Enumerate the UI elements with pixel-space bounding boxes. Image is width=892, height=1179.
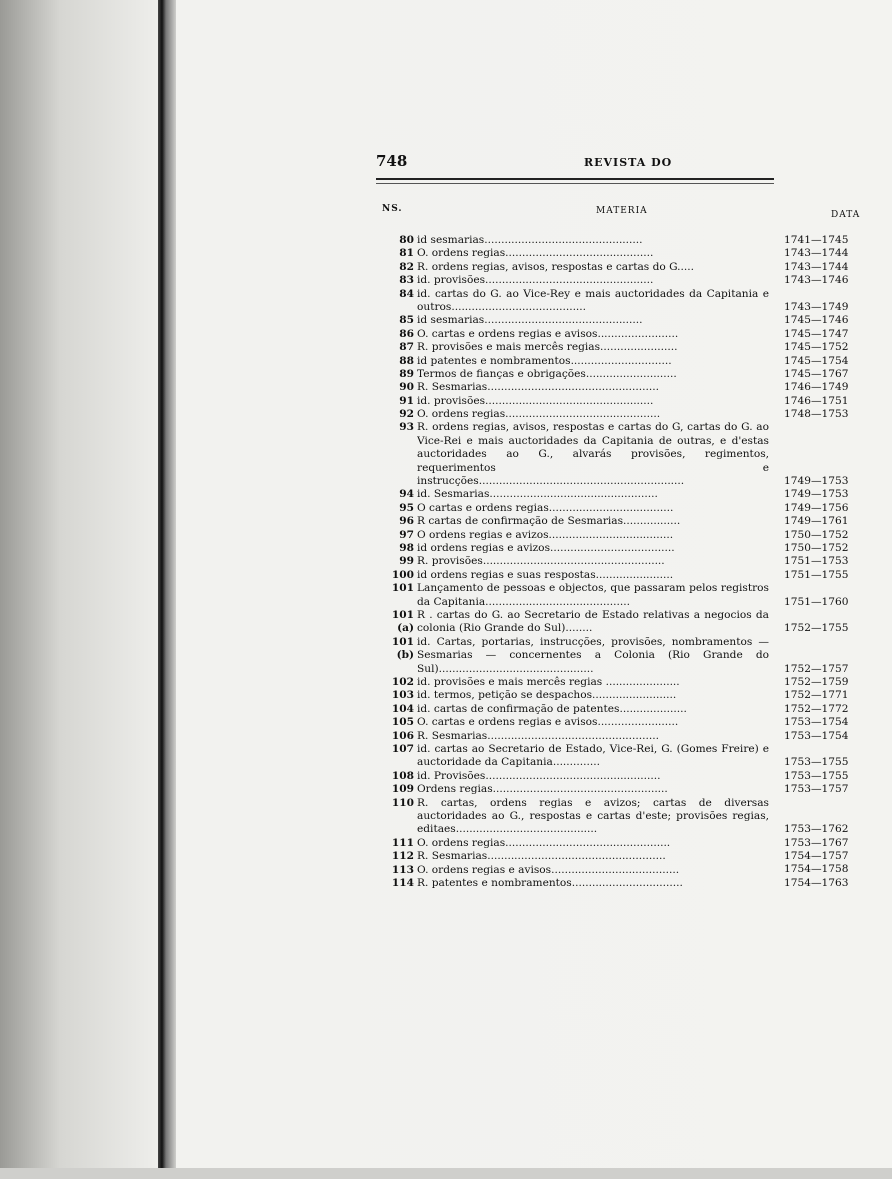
entry-subject: O. ordens regias.............................................. [417,408,661,421]
table-row [376,421,856,488]
entry-subject: id. Cartas, portarias, instrucções, provisões, nombramentos — Sesmarias — concernentes a Colonia (Rio Grande do Sul).............................................. [417,635,769,675]
table-row [376,529,856,542]
entry-number: 96 [399,515,414,528]
entry-number: 103 [391,689,414,702]
entry-date: 1754—1757 [784,850,849,863]
entry-date: 1753—1767 [784,836,849,849]
entry-number: 93 [399,421,414,434]
table-row [376,288,856,315]
table-row [376,408,856,421]
table-row [376,676,856,689]
entry-date: 1741—1745 [784,233,849,246]
entry-number: 109 [391,783,414,796]
entry-number: 105 [391,716,414,729]
entry-date: 1754—1758 [784,863,849,876]
table-row [376,716,856,729]
entry-date: 1751—1753 [784,555,849,568]
entry-subject: O. cartas e ordens regias e avisos........................ [417,327,679,340]
entry-number: 112 [391,850,414,863]
entry-number: 91 [399,394,414,407]
table-row [376,636,856,676]
table-row [376,609,856,636]
table-row [376,783,856,796]
entry-date: 1748—1753 [784,408,849,421]
entry-number: 110 [391,796,414,809]
entry-date: 1743—1749 [784,300,849,313]
table-row [376,515,856,528]
entry-subject: R. provisões...................................................... [417,555,665,568]
entry-number: 92 [399,408,414,421]
entry-date: 1754—1763 [784,876,849,889]
entry-number: 84 [399,287,414,300]
column-header-date: DATA [831,210,861,220]
entry-date: 1753—1754 [784,729,849,742]
entry-subject: R. patentes e nombramentos................................. [417,876,683,889]
entry-date: 1745—1747 [784,327,849,340]
entry-subject: R cartas de confirmação de Sesmarias................. [417,515,681,528]
table-row [376,381,856,394]
entry-number: 100 [391,568,414,581]
entry-subject: R. Sesmarias..................................................... [417,850,666,863]
entry-date: 1749—1753 [784,488,849,501]
entry-date: 1743—1744 [784,260,849,273]
column-header-subject: MATERIA [596,206,648,216]
entry-subject: id ordens regias e suas respostas....................... [417,568,674,581]
table-row [376,261,856,274]
column-header-number: NS. [382,204,403,214]
entry-subject: id. provisões.................................................. [417,274,654,287]
index-table [376,234,856,890]
entry-date: 1751—1760 [784,595,849,608]
table-row [376,569,856,582]
running-title: REVISTA DO [584,156,673,169]
entry-subject: id. provisões.................................................. [417,394,654,407]
entry-date: 1749—1753 [784,475,849,488]
entry-number: 99 [399,555,414,568]
entry-date: 1746—1751 [784,394,849,407]
entry-date: 1752—1771 [784,689,849,702]
entry-number: 106 [391,729,414,742]
entry-number: 80 [399,234,414,246]
table-row [376,395,856,408]
entry-subject: id. cartas de confirmação de patentes.................... [417,702,687,715]
entry-subject: id patentes e nombramentos.............................. [417,354,672,367]
entry-number: 101 [391,582,414,595]
entry-date: 1753—1762 [784,823,849,836]
entry-number: 107 [391,742,414,755]
entry-number: 98 [399,542,414,555]
entry-subject: O ordens regias e avizos..................................... [417,528,674,541]
entry-date: 1749—1756 [784,501,849,514]
entry-number: 81 [399,247,414,260]
table-row [376,770,856,783]
entry-number: 101 (b) [391,635,414,662]
entry-number: 104 [391,702,414,715]
entry-subject: id. cartas ao Secretario de Estado, Vice-Rei, G. (Gomes Freire) e auctoridade da Capitania.............. [417,742,769,769]
entry-number: 83 [399,274,414,287]
entry-date: 1750—1752 [784,542,849,555]
entry-number: 85 [399,314,414,327]
entry-subject: O cartas e ordens regias..................................... [417,501,674,514]
entry-date: 1752—1757 [784,662,849,675]
entry-subject: Lançamento de pessoas e objectos, que passaram pelos registros da Capitania........................................... [417,582,769,608]
entry-date: 1753—1754 [784,716,849,729]
entry-subject: R. cartas, ordens regias e avizos; cartas de diversas auctoridades ao G., respostas e cartas d'este; provisões regias, editaes.......................................... [417,796,769,836]
table-row [376,797,856,837]
table-row [376,730,856,743]
page-bottom-edge [0,1168,892,1179]
entry-subject: Termos de fianças e obrigações........................... [417,367,677,380]
table-row [376,355,856,368]
entry-subject: R. Sesmarias................................................... [417,729,659,742]
entry-date: 1745—1752 [784,341,849,354]
entry-number: 101 (a) [391,609,414,635]
header-rule [376,178,774,184]
entry-subject: id sesmarias............................................... [417,234,643,246]
entry-number: 94 [399,488,414,501]
entry-date: 1752—1759 [784,675,849,688]
entry-number: 95 [399,501,414,514]
table-row [376,877,856,890]
entry-date: 1745—1767 [784,367,849,380]
entry-date: 1752—1772 [784,702,849,715]
table-row [376,341,856,354]
table-row [376,703,856,716]
table-row [376,488,856,501]
entry-subject: id. Provisões.................................................... [417,769,661,782]
entry-subject: R . cartas do G. ao Secretario de Estado relativas a negocios da colonia (Rio Grande do Sul)........ [417,609,769,635]
table-row [376,274,856,287]
entry-subject: id. Sesmarias.................................................. [417,488,658,501]
entry-subject: O. ordens regias................................................. [417,836,671,849]
entry-date: 1745—1746 [784,314,849,327]
entry-subject: R. ordens regias, avisos, respostas e cartas do G, cartas do G. ao Vice-Rei e mais auctoridades da Capitania de outras, e d'estas auctoridades ao G., alvarás provisões, regimentos, requerimentos e instrucções............................................................. [417,421,769,488]
table-row [376,555,856,568]
entry-date: 1752—1755 [784,622,849,635]
entry-date: 1750—1752 [784,528,849,541]
entry-subject: id ordens regias e avizos..................................... [417,542,675,555]
entry-subject: R. provisões e mais mercês regias....................... [417,341,678,354]
entry-date: 1745—1754 [784,354,849,367]
entry-number: 113 [391,863,414,876]
table-row [376,234,856,247]
table-row [376,864,856,877]
entry-subject: R. ordens regias, avisos, respostas e cartas do G..... [417,260,695,273]
entry-date: 1746—1749 [784,381,849,394]
entry-date: 1743—1744 [784,247,849,260]
entry-number: 89 [399,367,414,380]
entry-number: 87 [399,341,414,354]
page-header [376,152,774,176]
table-row [376,542,856,555]
entry-subject: O. ordens regias e avisos...................................... [417,863,680,876]
table-row [376,502,856,515]
entry-date: 1753—1755 [784,756,849,769]
table-row [376,328,856,341]
entry-number: 90 [399,381,414,394]
entry-date: 1753—1757 [784,783,849,796]
entry-date: 1749—1761 [784,515,849,528]
entry-number: 108 [391,769,414,782]
table-row [376,743,856,770]
table-row [376,582,856,609]
entry-number: 97 [399,528,414,541]
column-headers [376,204,861,220]
entry-number: 102 [391,676,414,688]
table-row [376,368,856,381]
entry-subject: O. cartas e ordens regias e avisos........................ [417,716,679,729]
entry-number: 111 [391,836,414,849]
entry-subject: O. ordens regias............................................ [417,247,654,260]
entry-subject: id. provisões e mais mercês regias ...................... [417,676,680,688]
entry-subject: id sesmarias............................................... [417,314,643,327]
table-row [376,837,856,850]
entry-number: 88 [399,354,414,367]
table-row [376,850,856,863]
entry-number: 86 [399,327,414,340]
entry-date: 1751—1755 [784,568,849,581]
entry-number: 114 [391,876,414,889]
entry-number: 82 [399,260,414,273]
entry-date: 1743—1746 [784,274,849,287]
table-row [376,689,856,702]
entry-subject: Ordens regias.................................................... [417,783,668,796]
page-number: 748 [376,152,408,170]
entry-date: 1753—1755 [784,769,849,782]
table-row [376,247,856,260]
table-row [376,314,856,327]
entry-subject: id. cartas do G. ao Vice-Rey e mais auctoridades da Capitania e outros........................................ [417,287,769,313]
entry-subject: id. termos, petição se despachos......................... [417,689,677,702]
entry-subject: R. Sesmarias................................................... [417,381,659,394]
book-gutter-shadow [158,0,176,1179]
